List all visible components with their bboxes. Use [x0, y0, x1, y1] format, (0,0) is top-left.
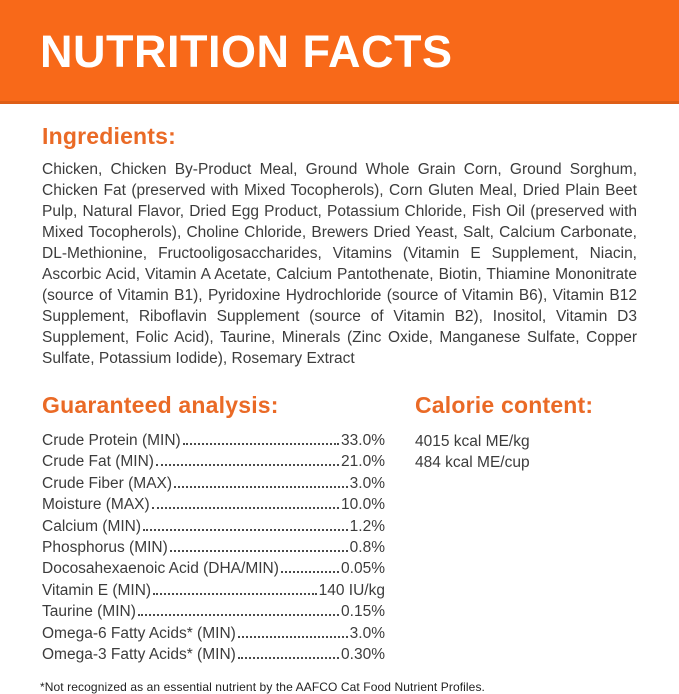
dotted-leader — [238, 657, 339, 659]
analysis-label: Crude Fat (MIN) — [42, 453, 154, 471]
analysis-value: 0.30% — [341, 646, 385, 664]
analysis-value: 0.15% — [341, 603, 385, 621]
analysis-label: Taurine (MIN) — [42, 603, 136, 621]
analysis-row — [42, 451, 385, 472]
analysis-value: 3.0% — [349, 474, 385, 492]
dotted-leader — [152, 507, 339, 509]
dotted-leader — [170, 550, 348, 552]
calorie-line-cup: 484 kcal ME/cup — [415, 454, 530, 472]
dotted-leader — [281, 571, 339, 573]
ingredients-heading: Ingredients: — [42, 123, 177, 149]
calorie-line-kg: 4015 kcal ME/kg — [415, 433, 530, 450]
ingredients-text: Chicken, Chicken By-Product Meal, Ground Whole Grain Corn, Ground Sorghum, Chicken Fat (preserved with Mixed Tocopherols), Corn Gluten Meal, Dried Plain Beet Pulp, Natural Flavor, Dried Egg Product, Potassium Chloride, Fish Oil (preserved with Mixed Tocopherols), Choline Chloride, Brewers Dried Yeast, Salt, Calcium Carbonate, DL-Methionine, Fructooligosaccharides, Vitamins (Vitamin E Supplement, Niacin, Ascorbic Acid, Vitamin A Acetate, Calcium Pantothenate, Biotin, Thiamine Mononitrate (source of Vitamin B1), Pyridoxine Hydrochloride (source of Vitamin B6), Vitamin B12 Supplement, Riboflavin Supplement (source of Vitamin B2), Inositol, Vitamin D3 Supplement, Folic Acid), Taurine, Minerals (Zinc Oxide, Manganese Sulfate, Copper Sulfate, Potassium Iodide), Rosemary Extract — [42, 161, 637, 367]
dotted-leader — [153, 593, 317, 595]
analysis-label: Calcium (MIN) — [42, 517, 142, 535]
dotted-leader — [143, 529, 348, 531]
analysis-row — [42, 537, 385, 558]
analysis-label: Omega-3 Fatty Acids* (MIN) — [42, 646, 236, 664]
analysis-value: 33.0% — [341, 432, 385, 449]
analysis-value: 3.0% — [349, 624, 385, 642]
analysis-row — [42, 516, 385, 537]
dotted-leader — [174, 486, 348, 488]
analysis-value: 140 IU/kg — [318, 581, 385, 599]
calorie-content-heading: Calorie content: — [415, 392, 594, 418]
analysis-value: 1.2% — [349, 517, 385, 535]
analysis-label: Vitamin E (MIN) — [42, 581, 152, 599]
analysis-row — [42, 580, 385, 601]
analysis-row — [42, 623, 385, 644]
analysis-label: Phosphorus (MIN) — [42, 539, 168, 557]
guaranteed-analysis-list — [42, 430, 385, 665]
page-title: NUTRITION FACTS — [40, 25, 453, 77]
analysis-value: 0.8% — [349, 539, 385, 557]
guaranteed-analysis-heading: Guaranteed analysis: — [42, 392, 279, 418]
label-content — [0, 104, 679, 694]
dotted-leader — [183, 443, 339, 445]
footnote: *Not recognized as an essential nutrient by the AAFCO Cat Food Nutrient Profiles. — [40, 680, 485, 694]
analysis-row — [42, 473, 385, 494]
dotted-leader — [138, 614, 339, 616]
analysis-row — [42, 601, 385, 622]
analysis-value: 21.0% — [341, 453, 385, 471]
analysis-columns — [42, 392, 637, 665]
calorie-content-section — [415, 392, 593, 665]
analysis-value: 0.05% — [341, 560, 385, 578]
analysis-label: Crude Protein (MIN) — [42, 432, 181, 449]
dotted-leader — [156, 464, 339, 466]
analysis-label: Crude Fiber (MAX) — [42, 474, 173, 492]
dotted-leader — [238, 636, 348, 638]
analysis-label: Moisture (MAX) — [42, 496, 150, 514]
analysis-row — [42, 644, 385, 665]
analysis-row — [42, 558, 385, 579]
analysis-value: 10.0% — [341, 496, 385, 514]
analysis-row — [42, 494, 385, 515]
guaranteed-analysis-section — [42, 392, 385, 665]
analysis-row — [42, 430, 385, 451]
analysis-label: Docosahexaenoic Acid (DHA/MIN) — [42, 560, 279, 578]
header-band — [0, 0, 679, 104]
analysis-label: Omega-6 Fatty Acids* (MIN) — [42, 624, 236, 642]
calorie-content-values — [415, 431, 593, 474]
